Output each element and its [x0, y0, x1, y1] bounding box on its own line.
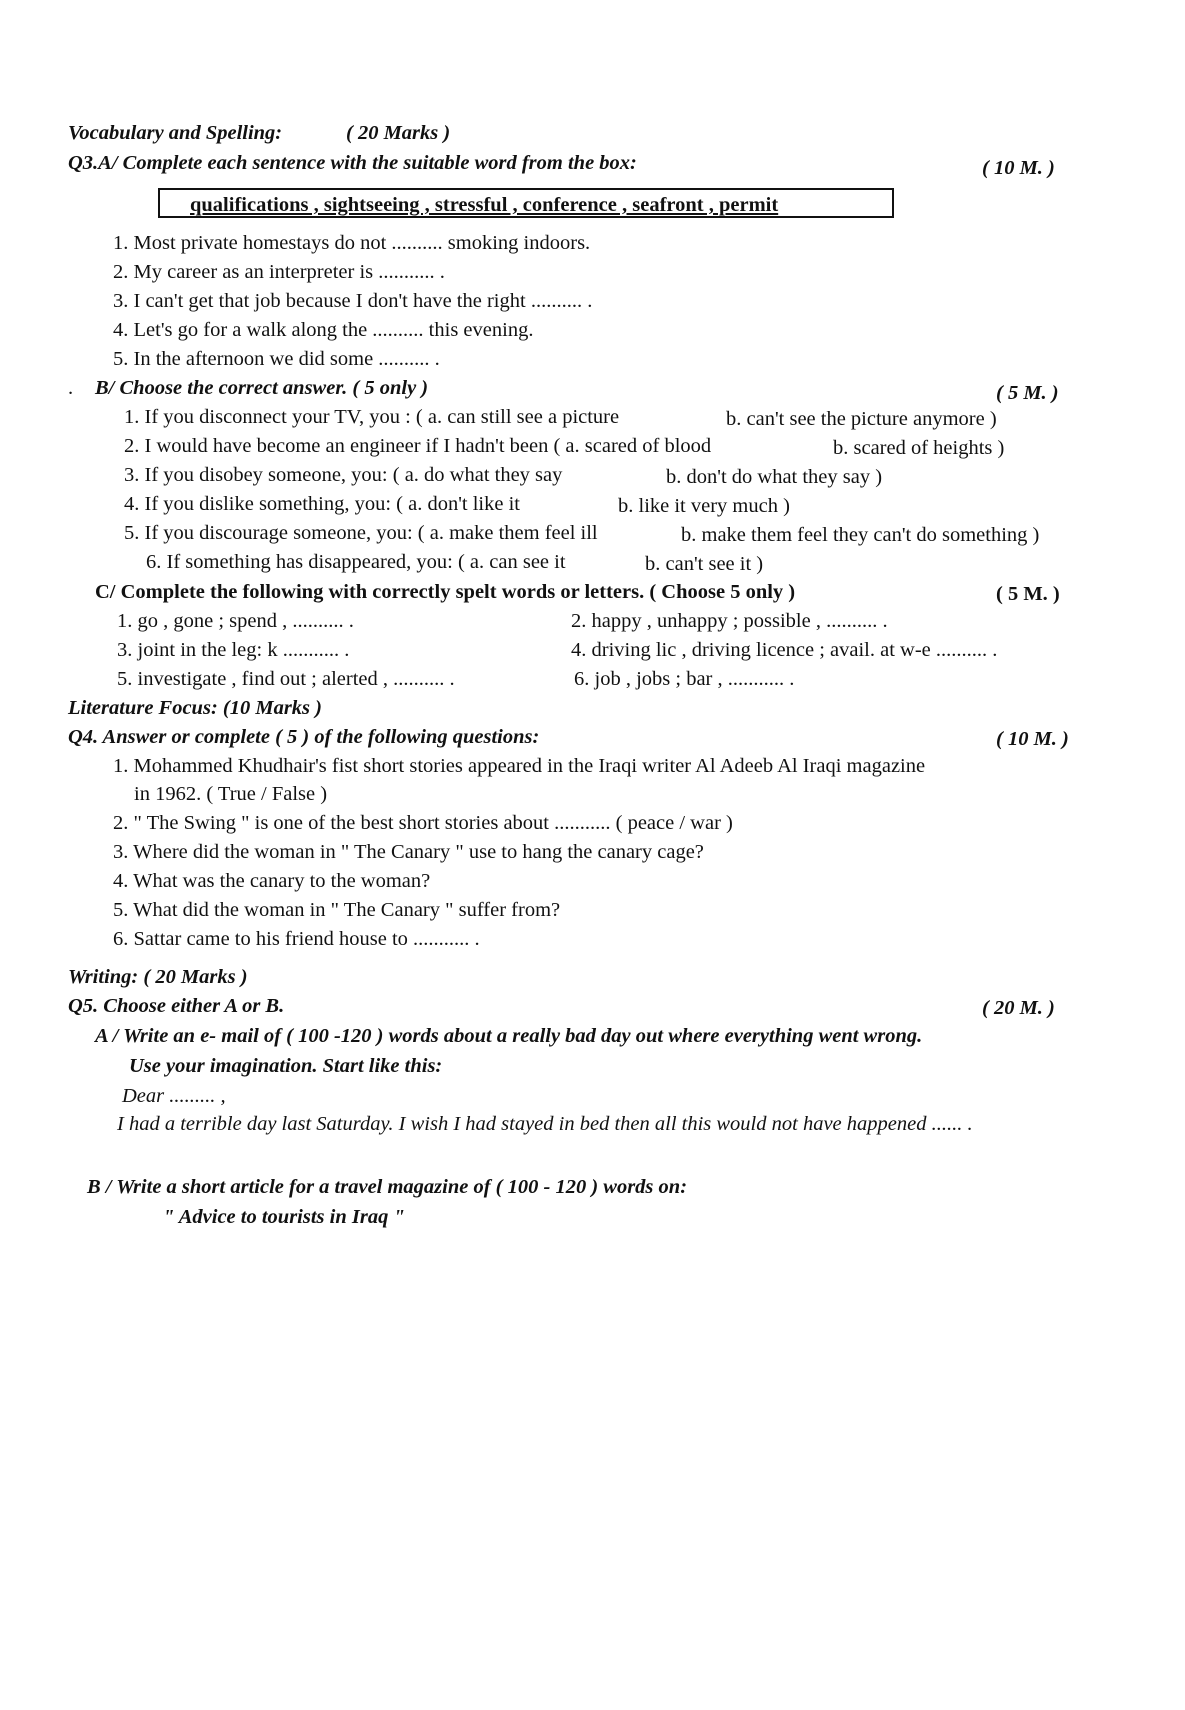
- q3c-item-4: 4. driving lic , driving licence ; avail. at w-e .......... .: [571, 639, 998, 661]
- q3a-item-1: 1. Most private homestays do not .......... smoking indoors.: [113, 232, 591, 254]
- q5a-instruction: Use your imagination. Start like this:: [129, 1055, 443, 1077]
- q3c-item-5: 5. investigate , find out ; alerted , .......... .: [117, 668, 455, 690]
- q3c-item-1: 1. go , gone ; spend , .......... .: [117, 610, 354, 632]
- q3b-item-5-option-b: b. make them feel they can't do something ): [681, 524, 1040, 546]
- section-heading-literature: Literature Focus: (10 Marks ): [68, 697, 322, 719]
- q3a-item-2: 2. My career as an interpreter is ........... .: [113, 261, 445, 283]
- q3b-item-3-question: 3. If you disobey someone, you: ( a. do what they say: [124, 464, 563, 486]
- q4-item-5: 5. What did the woman in " The Canary " suffer from?: [113, 899, 561, 921]
- q4-item-6: 6. Sattar came to his friend house to ........... .: [113, 928, 480, 950]
- q4-item-1: 1. Mohammed Khudhair's fist short stories appeared in the Iraqi writer Al Adeeb Al Iraqi magazine: [113, 755, 926, 777]
- q3b-bullet: .: [68, 377, 74, 399]
- q5a-salutation: Dear ......... ,: [122, 1085, 226, 1107]
- q5-marks: ( 20 M. ): [982, 997, 1055, 1019]
- q4-title: Q4. Answer or complete ( 5 ) of the following questions:: [68, 726, 540, 748]
- q3c-title: C/ Complete the following with correctly spelt words or letters. ( Choose 5 only ): [95, 581, 796, 603]
- q3b-item-6-option-b: b. can't see it ): [645, 553, 764, 575]
- q3b-marks: ( 5 M. ): [996, 382, 1059, 404]
- q3b-item-1-option-b: b. can't see the picture anymore ): [726, 408, 997, 430]
- q3b-item-2-option-b: b. scared of heights ): [833, 437, 1005, 459]
- q3b-item-2-question: 2. I would have become an engineer if I hadn't been ( a. scared of blood: [124, 435, 712, 457]
- q3b-item-5-question: 5. If you discourage someone, you: ( a. make them feel ill: [124, 522, 598, 544]
- q4-item-1-cont: in 1962. ( True / False ): [134, 783, 328, 805]
- q3a-title: Q3.A/ Complete each sentence with the suitable word from the box:: [68, 152, 637, 174]
- q5-title: Q5. Choose either A or B.: [68, 995, 285, 1017]
- q3a-item-4: 4. Let's go for a walk along the .......... this evening.: [113, 319, 534, 341]
- section-marks-vocabulary: ( 20 Marks ): [346, 122, 451, 144]
- section-heading-vocabulary: Vocabulary and Spelling:: [68, 122, 283, 144]
- word-box: [158, 188, 894, 218]
- q3b-item-4-question: 4. If you dislike something, you: ( a. don't like it: [124, 493, 520, 515]
- q3c-marks: ( 5 M. ): [996, 583, 1060, 605]
- q3b-item-6-question: 6. If something has disappeared, you: ( a. can see it: [146, 551, 566, 573]
- q3c-item-3: 3. joint in the leg: k ........... .: [117, 639, 350, 661]
- q3b-item-1-question: 1. If you disconnect your TV, you : ( a. can still see a picture: [124, 406, 620, 428]
- q5b-prompt: B / Write a short article for a travel magazine of ( 100 - 120 ) words on:: [87, 1176, 688, 1198]
- q4-marks: ( 10 M. ): [996, 728, 1069, 750]
- q5a-prompt: A / Write an e- mail of ( 100 -120 ) words about a really bad day out where everything went wrong.: [95, 1025, 923, 1047]
- section-heading-writing: Writing: ( 20 Marks ): [68, 966, 248, 988]
- q3a-item-5: 5. In the afternoon we did some .......... .: [113, 348, 440, 370]
- q4-item-3: 3. Where did the woman in " The Canary " use to hang the canary cage?: [113, 841, 704, 863]
- q3b-item-4-option-b: b. like it very much ): [618, 495, 790, 517]
- q5a-opening-line: I had a terrible day last Saturday. I wish I had stayed in bed then all this would not have happened ...... .: [117, 1113, 973, 1135]
- q3b-item-3-option-b: b. don't do what they say ): [666, 466, 883, 488]
- q3a-item-3: 3. I can't get that job because I don't have the right .......... .: [113, 290, 593, 312]
- word-box-words: qualifications , sightseeing , stressful , conference , seafront , permit: [190, 194, 779, 216]
- q4-item-4: 4. What was the canary to the woman?: [113, 870, 431, 892]
- q3c-item-2: 2. happy , unhappy ; possible , .......... .: [571, 610, 888, 632]
- q3c-item-6: 6. job , jobs ; bar , ........... .: [574, 668, 795, 690]
- q4-item-2: 2. " The Swing " is one of the best short stories about ........... ( peace / war ): [113, 812, 733, 834]
- q5b-topic: " Advice to tourists in Iraq ": [163, 1206, 405, 1228]
- q3b-title: B/ Choose the correct answer. ( 5 only ): [95, 377, 429, 399]
- q3a-marks: ( 10 M. ): [982, 157, 1055, 179]
